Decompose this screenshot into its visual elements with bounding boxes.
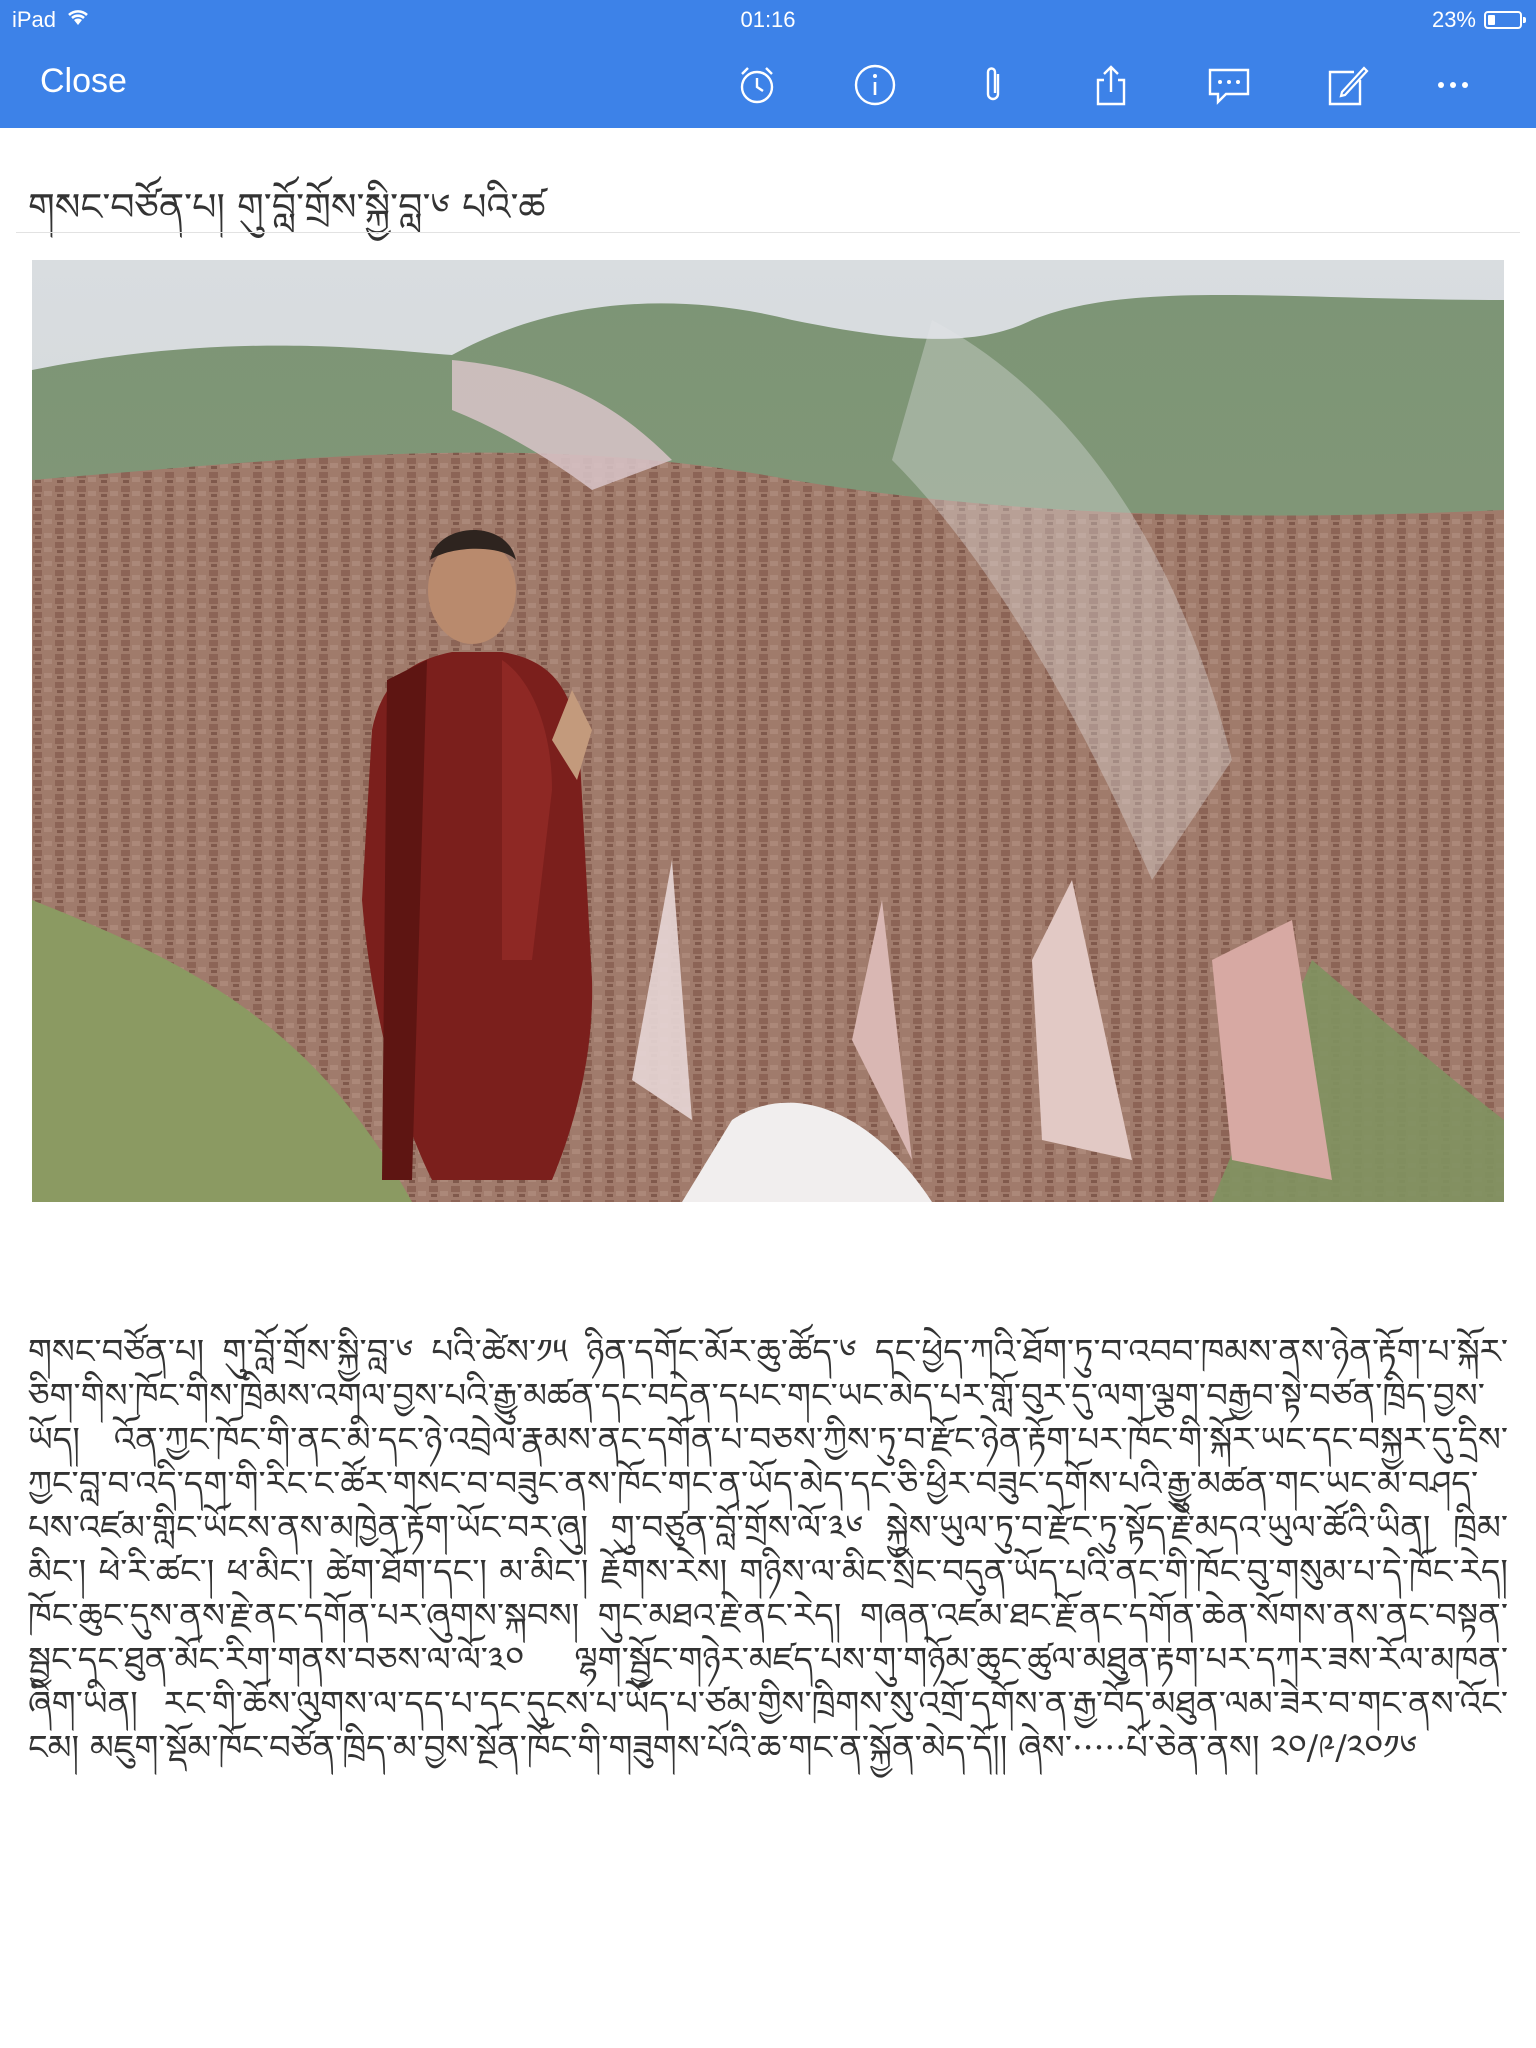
alarm-clock-icon[interactable] — [732, 60, 782, 110]
document-title: གསང་བཙོན་པ། གུ་བློ་གྲོས་སྐྱི་བླ་༦ པའི་ཚ — [28, 185, 546, 229]
nav-bar — [0, 40, 1536, 128]
share-icon[interactable] — [1086, 60, 1136, 110]
info-icon[interactable] — [850, 60, 900, 110]
paperclip-icon[interactable] — [968, 60, 1018, 110]
status-right — [1432, 7, 1522, 33]
more-icon[interactable] — [1428, 60, 1478, 110]
status-bar — [0, 0, 1536, 40]
close-button[interactable]: Close — [40, 62, 127, 100]
title-divider — [16, 232, 1520, 233]
comment-icon[interactable] — [1204, 60, 1254, 110]
device-name: iPad — [12, 7, 57, 32]
status-time: 01:16 — [740, 7, 796, 32]
monk-photo[interactable] — [32, 260, 1504, 1202]
battery-icon — [1484, 11, 1522, 29]
battery-percent: 23% — [1431, 7, 1476, 32]
edit-icon[interactable] — [1322, 60, 1372, 110]
document-body: གསང་བཙོན་པ། གུ་བློ་གྲོས་སྐྱི་བླ་༦ པའི་ཚེས་༡༥ ཉིན་དགོང་མོར་ཆུ་ཚོད་༦ དང་ཕྱེད་ཀའི་ཐོག་ཏུ་བ་འབབ་ཁམས་ནས་ཉེན་རྟོག་པ་སྐོར་ཅིག་གིས་ཁོང་གིས་ཁྲིམས་འགལ་བྱས་པའི་རྒྱུ་མཚན་དང་བདེན་དཔང་གང་ཡང་མེད་པར་གློ་བུར་དུ་ལག་ལྕག་བརྒྱབ་སྟེ་བཙན་ཁྲིད་བྱས་ཡོད། འོན་ཀྱང་ཁོང་གི་ནང་མི་དང་ཉེ་འབྲེལ་རྣམས་ནང་དགོན་པ་བཅས་ཀྱིས་ཏུ་བ་རྫོང་ཉེན་རྟོག་པར་ཁོང་གི་སྐོར་ཡང་དང་བསྐྱར་དུ་དྲིས་ཀྱང་བླ་བ་འདི་དག་གི་རིང་ང་ཚོར་གསང་བ་བཟུང་ནས་ཁོང་གང་ན་ཡོད་མེད་དང་ཅི་ཕྱིར་བཟུང་དགོས་པའི་རྒྱུ་མཚན་གང་ཡང་མ་བཤད་པས་འཛམ་གླིང་ཡོངས་ནས་མཁྱེན་རྟོག་ཡོང་བར་ཞུ། གུ་བཙུན་བློ་གྲོས་ལོ་༣༦ སྐྱེས་ཡུལ་ཏུ་བ་རྫོང་ཏུ་སྟོད་རྗེ་མདའ་ཡུལ་ཚོའི་ཡིན། ཁྲིམ་མིང་། ཕེ་རི་ཚང་། ཕ་མིང་། ཚེག་ཐོག་དང་། མ་མིང་། རྗོགས་རེས། གཉིས་ལ་མིང་སྲིང་བདུན་ཡོད་པའི་ནང་གི་ཁོང་བུ་གསུམ་པ་དེ་ཁོང་རེད། ཁོང་ཆུང་དུས་ནས་རྗེ་ནང་དགོན་པར་ཞུགས་སྐབས། གུང་མཐའ་རྗེ་ནང་རེད། གཞན་འཛམ་ཐང་རྗོ་ནང་དགོན་ཆེན་སོགས་ནས་ནང་བསྟན་སྦྱང་དང་ཐུན་མོང་རིག་གནས་བཅས་ལ་ལོ་༣༠ ལྷག་སྦྱོང་གཉེར་མཛད་པས་གུ་གཉོམ་ཆུང་ཚུལ་མཐུན་རྟག་པར་དཀར་ཟས་རོལ་མཁན་ཞིག་ཡིན། རང་གི་ཆོས་ལུགས་ལ་དད་པ་དང་དུངས་པ་ཡོད་པ་ཙམ་གྱིས་ཁྲིགས་སུ་འགྲོ་དགོས་ན་རྒྱ་བོད་མཐུན་ལམ་ཟེར་བ་གང་ནས་འོང་ངམ། མཇུག་སྡོམ་ཁོང་བཙོན་ཁྲིད་མ་བྱས་སྔོན་ཁོང་གི་གཟུགས་པོའི་ཆ་གང་ན་སྐྱོན་མེད་དོ།། ཞེས་·····པོ་ཅེན་ནས། ༢༠/༩/༢༠༡༦ — [28, 1332, 1508, 1768]
